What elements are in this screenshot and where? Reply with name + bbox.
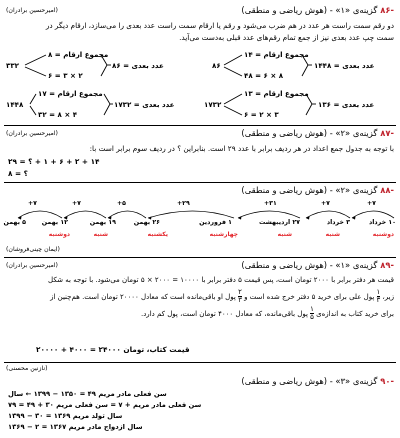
- q89-author: (امیرحسین برادران): [6, 262, 58, 269]
- q88-increment: +۲۹: [177, 200, 190, 207]
- q89-line3-part: پول باقی‌مانده، که معادل ۴۰۰۰ تومان است، پول کم دارد.: [140, 309, 308, 318]
- q86-ex1-result: عدد بعدی = ۸۶: [112, 61, 164, 70]
- q86-author: (امیرحسین برادران): [6, 7, 58, 14]
- frac-numerator: ۱: [310, 305, 314, 313]
- q89-text-line3: [141, 306, 394, 322]
- q86-ex3-sum: ۱۷ = مجموع ارقام: [38, 89, 103, 98]
- q88-date: ۱۲ بهمن: [41, 219, 68, 226]
- frac-denominator: ۳: [238, 296, 242, 305]
- q90-step: سن فعلی مادر مریم ۴۹ = ۱۳۵۰ − ۱۳۹۹ ← سال: [8, 390, 167, 398]
- q86-text-line2: سمت چپ عدد بعدی نیز از جمع تمام رقم‌های عدد قبلی به‌دست می‌آید.: [179, 33, 394, 42]
- q86-ex3-number: ۱۴۴۸: [6, 100, 24, 109]
- q88-date: ۵ بهمن: [3, 219, 26, 226]
- q86-text-line1: دو رقم سمت راست هر عدد در هم ضرب می‌شود و رقم یا ارقام سمت راست عدد بعدی را می‌سازد، ارقام دیگر در: [45, 21, 394, 30]
- q89-number: -۸۹: [380, 260, 394, 270]
- q90-step: سال ازدواج مادر مریم ۱۳۶۷ = ۲ − ۱۳۶۹: [8, 423, 143, 431]
- q86-ex4-number: ۱۷۳۲: [204, 100, 222, 109]
- q88-date: ۲۶ بهمن: [133, 219, 160, 226]
- q88-weekday: دوشنبه: [372, 231, 394, 238]
- q88-increment: +۷: [72, 200, 81, 207]
- q89-line2-part: پول علی برای خرید ۵ دفتر خرج شده است و: [244, 292, 375, 301]
- q86-ex2-number: ۸۶: [212, 61, 221, 70]
- q87-tag: گزینه‌ی «۲» - (هوش ریاضی و منطقی): [241, 128, 378, 138]
- frac-denominator: ۳: [376, 296, 381, 305]
- frac-numerator: ۱: [376, 288, 381, 296]
- q90-tag: گزینه‌ی «۳» - (هوش ریاضی و منطقی): [241, 376, 378, 386]
- q88-date: ۲۷ اردیبهشت: [258, 219, 300, 226]
- q88-weekday: شنبه: [277, 231, 292, 238]
- q88-weekday: چهارشنبه: [209, 231, 238, 238]
- q88-date: ۱ فروردین: [199, 219, 232, 226]
- q88-date: ۱۹ بهمن: [89, 219, 116, 226]
- q88-increment: +۳۱: [264, 200, 277, 207]
- q88-number: -۸۸: [380, 185, 394, 195]
- q86-ex2-sum: ۱۴ = مجموع ارقام: [244, 50, 309, 59]
- q89-heading: [241, 261, 394, 269]
- q88-increment: +۷: [321, 200, 330, 207]
- q88-weekday: یکشنبه: [147, 231, 168, 238]
- q90-step: سال تولد مریم ۱۳۶۹ = ۳۰ − ۱۳۹۹: [8, 412, 123, 420]
- divider-3: [4, 257, 396, 258]
- q88-increment: +۷: [367, 200, 376, 207]
- q87-text-line1: با توجه به جدول جمع اعداد در هر ردیف برابر با عدد ۲۹ است. بنابراین ؟ در ردیف سوم برابر است با:: [89, 144, 394, 153]
- q89-fraction: [377, 289, 381, 305]
- frac-denominator: ۵: [310, 313, 314, 322]
- q86-ex4-result: عدد بعدی = ۱۳۶: [318, 100, 375, 109]
- q87-author: (امیرحسین برادران): [6, 130, 58, 137]
- q88-weekday: شنبه: [325, 231, 340, 238]
- q86-ex3-product: ۳۲ = ۸ × ۴: [38, 110, 78, 119]
- q87-equation2: ؟ = ۸: [8, 169, 28, 178]
- q88-weekday: شنبه: [93, 231, 108, 238]
- q89-text-line1: قیمت هر دفتر برابر با ۲۰۰۰ تومان است، پس قیمت ۵ دفتر برابر با ۱۰۰۰۰ = ۲۰۰۰ × ۵ تومان می‌شود. با توجه به شکل: [48, 276, 394, 284]
- q86-ex4-product: ۶ = ۲ × ۳: [244, 110, 279, 119]
- q88-increment: +۷: [28, 200, 37, 207]
- q88-date: ۳ خرداد: [326, 219, 350, 226]
- q88-weekday: دوشنبه: [48, 231, 70, 238]
- q88-date: ۱۰ خرداد: [369, 219, 396, 226]
- q86-ex3-result: عدد بعدی = ۱۷۳۲: [114, 100, 175, 109]
- q89-fraction: [310, 306, 314, 322]
- q89-line2-part: پول او باقی‌مانده است که معادل ۲۰۰۰۰ تومان است. هم‌چنین از: [50, 292, 236, 301]
- q87-number: -۸۷: [380, 128, 394, 138]
- q86-ex2-product: ۴۸ = ۶ × ۸: [244, 71, 284, 80]
- q86-ex1-product: ۶ = ۳ × ۲: [48, 71, 83, 80]
- q89-tag: گزینه‌ی «۱» - (هوش ریاضی و منطقی): [241, 260, 378, 270]
- q87-equation1: ۱۴ + ۲ + ۶ + ۱ + ؟ = ۲۹: [8, 157, 100, 166]
- q89-line2-part: زیر،: [382, 292, 394, 301]
- q89-fraction: [238, 289, 242, 305]
- divider-4: [4, 362, 396, 363]
- q90-author: (نازنین محسنی): [6, 365, 48, 372]
- q89-text-line2: [50, 289, 394, 305]
- q90-heading: [241, 377, 394, 385]
- q90-number: -۹۰: [380, 376, 394, 386]
- q86-tag: گزینه‌ی «۱» - (هوش ریاضی و منطقی): [241, 5, 378, 15]
- q90-step: سن فعلی مادر مریم + ۷ = سن فعلی مریم ۳۰ + ۴۹ = ۷۹: [8, 401, 202, 409]
- q88-author: (ایمان چینی‌فروشان): [6, 246, 60, 253]
- q86-ex4-sum: ۱۳ = مجموع ارقام: [244, 89, 309, 98]
- q86-ex1-sum: ۸ = مجموع ارقام: [48, 50, 109, 59]
- frac-numerator: ۲: [238, 288, 242, 296]
- q86-ex2-result: عدد بعدی = ۱۴۴۸: [314, 61, 375, 70]
- q88-tag: گزینه‌ی «۲» - (هوش ریاضی و منطقی): [241, 185, 378, 195]
- q88-increment: +۵: [117, 200, 126, 207]
- q89-line3-part: برای خرید کتاب به اندازه‌ی: [316, 309, 394, 318]
- q89-price-equation: قیمت کتاب، تومان ۲۴۰۰۰ = ۴۰۰۰ + ۲۰۰۰۰: [36, 345, 190, 354]
- q86-number: -۸۶: [380, 5, 394, 15]
- q86-ex1-number: ۳۳۲: [6, 61, 19, 70]
